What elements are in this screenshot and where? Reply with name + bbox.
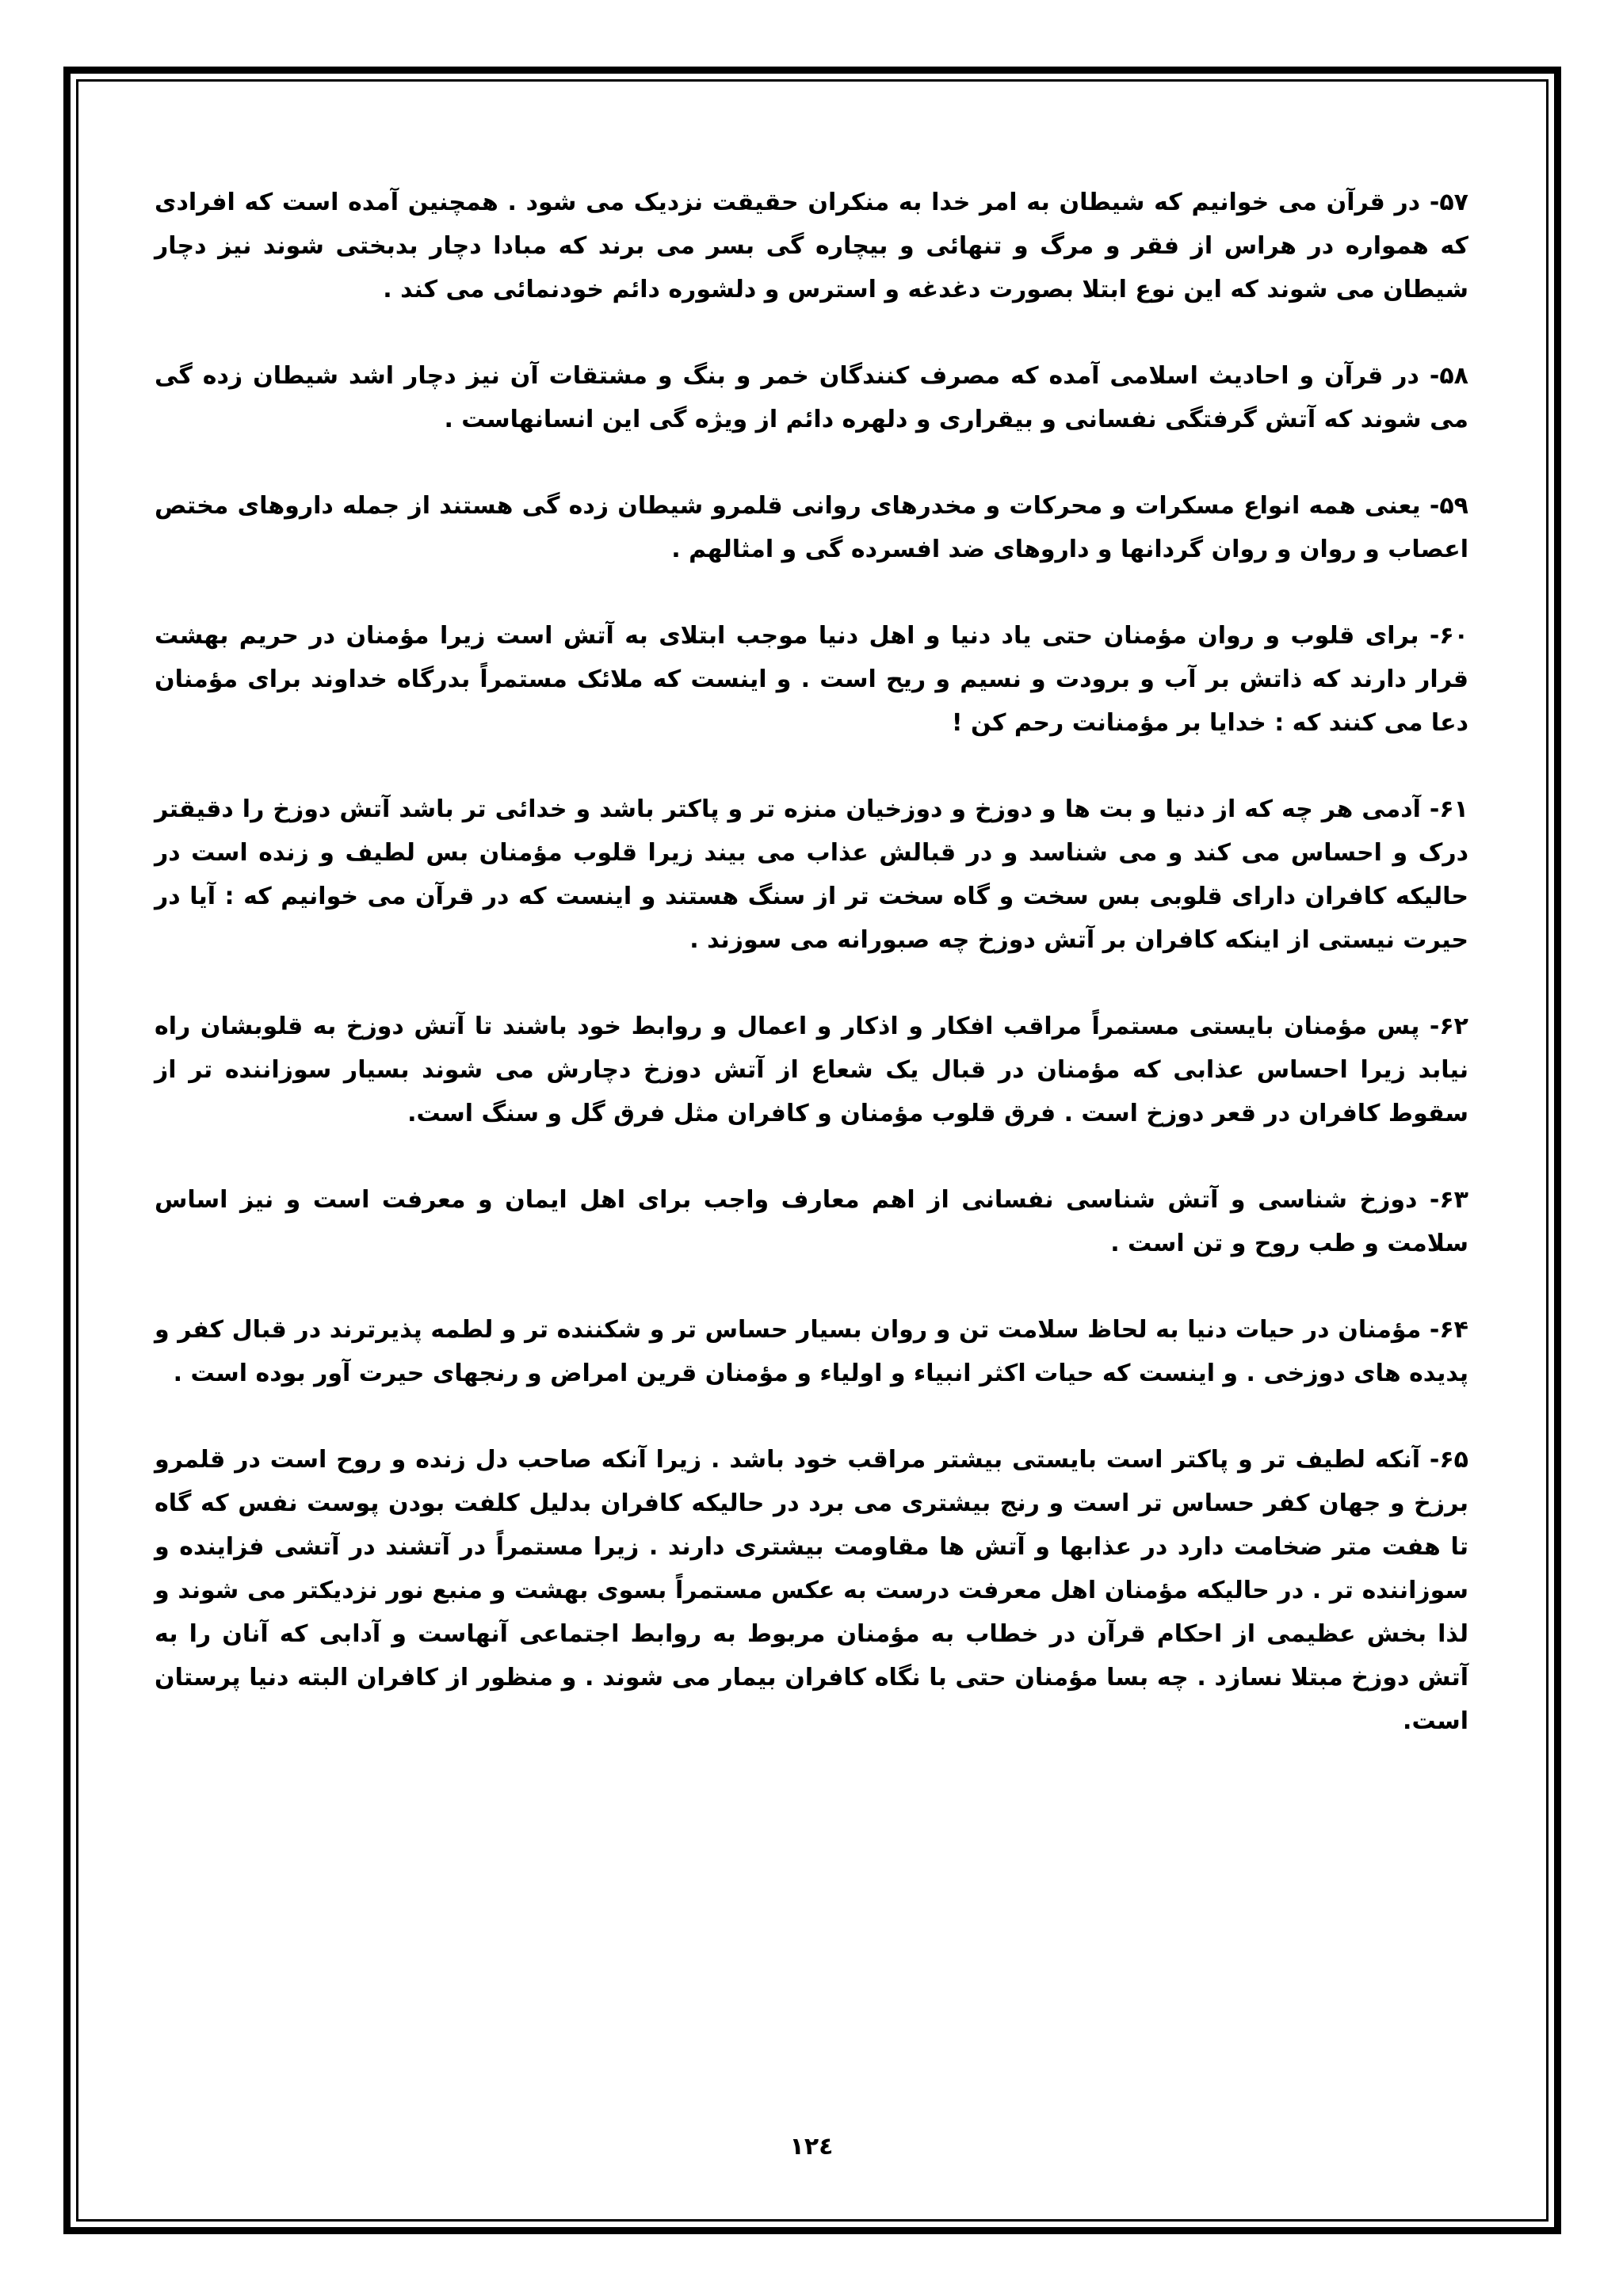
paragraph-62: ۶۲- پس مؤمنان بایستی مستمراً مراقب افکار و اذکار و اعمال و روابط خود باشند تا آتش دوزخ به قلوبشان راه نیابد زیرا احساس عذابی که مؤمنان در قبال یک شعاع از آتش دوزخ دچارش می شوند بسیار سوزاننده تر از سقوط کافران در قعر دوزخ است . فرق قلوب مؤمنان و کافران مثل فرق گل و سنگ است. (155, 1013, 1468, 1127)
paragraph-57: ۵۷- در قرآن می خوانیم که شیطان به امر خدا به منکران حقیقت نزدیک می شود . همچنین آمده است که افرادی که همواره در هراس از فقر و مرگ و تنهائی و بیچاره گی بسر می برند که مبادا دچار بدبختی شوند نیز دچار شیطان می شوند که این نوع ابتلا بصورت دغدغه و استرس و دلشوره دائم خودنمائی می کند . (155, 189, 1468, 303)
paragraph-64: ۶۴- مؤمنان در حیات دنیا به لحاظ سلامت تن و روان بسیار حساس تر و شکننده تر و لطمه پذیرترند در قبال کفر و پدیده های دوزخی . و اینست که حیات اکثر انبیاء و اولیاء و مؤمنان قرین امراض و رنجهای حیرت آور بوده است . (155, 1316, 1468, 1387)
document-body (155, 181, 1468, 1786)
paragraph-60: ۶۰- برای قلوب و روان مؤمنان حتی یاد دنیا و اهل دنیا موجب ابتلای به آتش است زیرا مؤمنان در حریم بهشت قرار دارند که ذاتش بر آب و برودت و نسیم و ریح است . و اینست که ملائک مستمراً بدرگاه خداوند برای مؤمنان دعا می کنند که : خدایا بر مؤمنانت رحم کن ! (155, 622, 1468, 737)
paragraph-63: ۶۳- دوزخ شناسی و آتش شناسی نفسانی از اهم معارف واجب برای اهل ایمان و معرفت است و نیز اساس سلامت و طب روح و تن است . (155, 1186, 1468, 1257)
page-number: ١٢٤ (789, 2133, 834, 2161)
paragraph-61: ۶۱- آدمی هر چه که از دنیا و بت ها و دوزخ و دوزخیان منزه تر و پاکتر باشد و خدائی تر باشد آتش دوزخ را دقیقتر درک و احساس می کند و می شناسد و در قبالش عذاب می بیند زیرا قلوب مؤمنان بس لطیف و زنده است در حالیکه کافران دارای قلوبی بس سخت و گاه سخت تر از سنگ هستند و اینست که در قرآن می خوانیم که : آیا در حیرت نیستی از اینکه کافران بر آتش دوزخ چه صبورانه می سوزند . (155, 795, 1468, 954)
paragraph-59: ۵۹- یعنی همه انواع مسکرات و محرکات و مخدرهای روانی قلمرو شیطان زده گی هستند از جمله داروهای مختص اعصاب و روان و روان گردانها و داروهای ضد افسرده گی و امثالهم . (155, 492, 1468, 563)
paragraph-58: ۵۸- در قرآن و احادیث اسلامی آمده که مصرف کنندگان خمر و بنگ و مشتقات آن نیز دچار اشد شیطان زده گی می شوند که آتش گرفتگی نفسانی و بیقراری و دلهره دائم از ویژه گی این انسانهاست . (155, 362, 1468, 433)
paragraph-65: ۶۵- آنکه لطیف تر و پاکتر است بایستی بیشتر مراقب خود باشد . زیرا آنکه صاحب دل زنده و روح است در قلمرو برزخ و جهان کفر حساس تر است و رنج بیشتری می برد در حالیکه کافران بدلیل کلفت بودن پوست نفس که گاه تا هفت متر ضخامت دارد در عذابها و آتش ها مقاومت بیشتری دارند . زیرا مستمراً در آتشند در آتشی فزاینده و سوزاننده تر . در حالیکه مؤمنان اهل معرفت درست به عکس مستمراً بسوی بهشت و منبع نور نزدیکتر می شوند و لذا بخش عظیمی از احکام قرآن در خطاب به مؤمنان مربوط به روابط اجتماعی آنهاست و آدابی که آنان را به آتش دوزخ مبتلا نسازد . چه بسا مؤمنان حتی با نگاه کافران بیمار می شوند . و منظور از کافران البته دنیا پرستان است. (155, 1446, 1468, 1735)
